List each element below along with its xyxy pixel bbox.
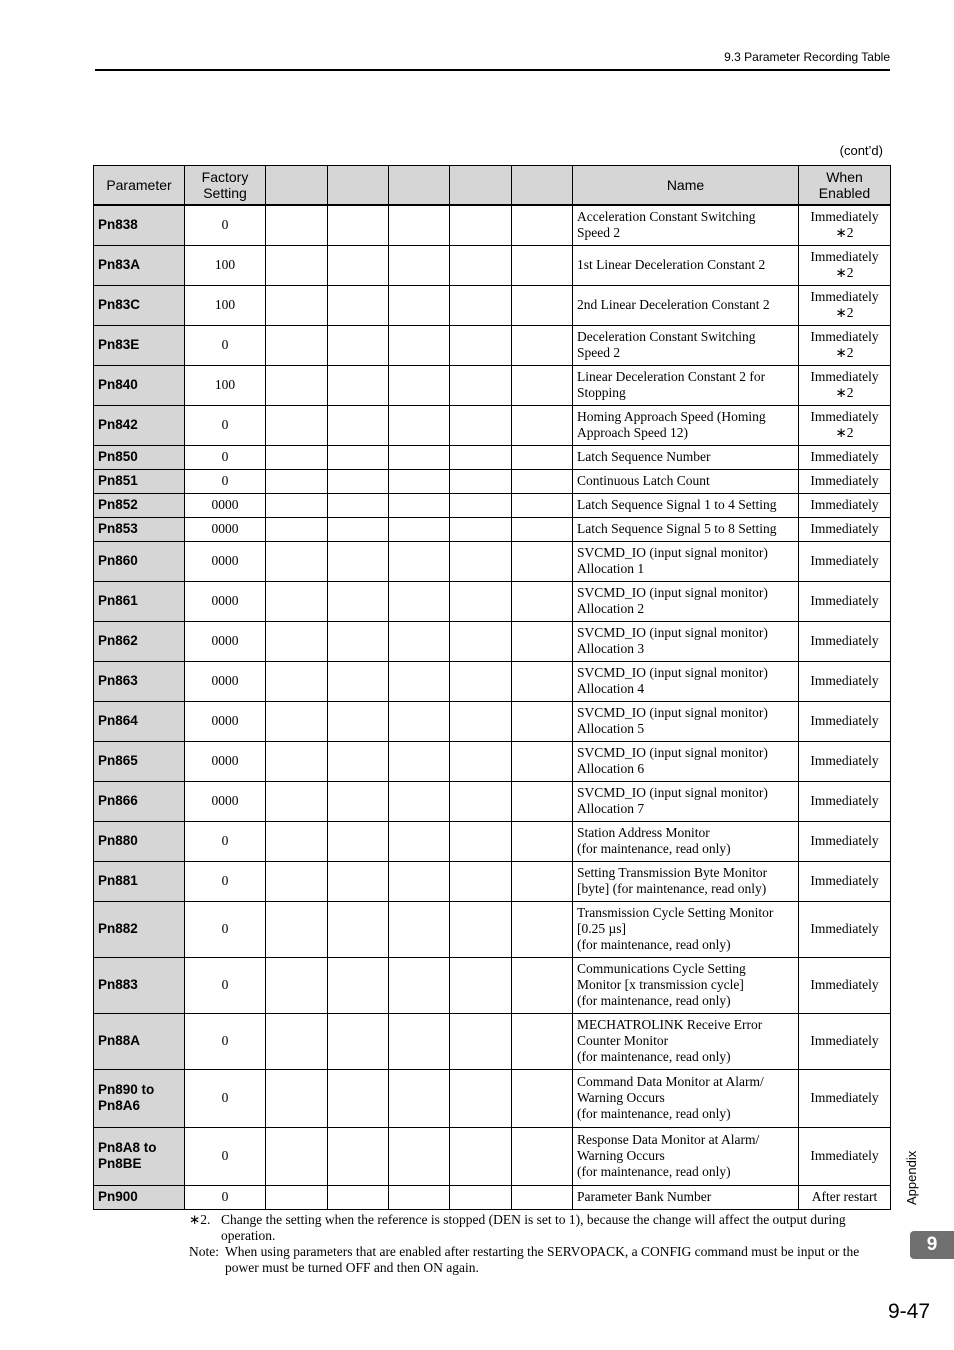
blank-cell	[266, 541, 328, 581]
blank-cell	[266, 901, 328, 957]
blank-cell	[450, 1069, 512, 1127]
blank-cell	[328, 325, 389, 365]
when-enabled-cell: Immediately	[799, 701, 891, 741]
blank-cell	[389, 285, 450, 325]
parameter-cell: Pn880	[94, 821, 185, 861]
blank-cell	[389, 741, 450, 781]
name-cell: SVCMD_IO (input signal monitor) Allocation 5	[573, 701, 799, 741]
blank-cell	[450, 205, 512, 245]
name-cell: Latch Sequence Signal 5 to 8 Setting	[573, 517, 799, 541]
note-mark: Note:	[189, 1244, 219, 1259]
blank-cell	[328, 957, 389, 1013]
factory-setting-cell: 0000	[185, 581, 266, 621]
blank-cell	[389, 957, 450, 1013]
blank-cell	[450, 469, 512, 493]
blank-cell	[512, 469, 573, 493]
parameter-cell: Pn881	[94, 861, 185, 901]
blank-cell	[328, 445, 389, 469]
when-enabled-cell: Immediately ∗2	[799, 205, 891, 245]
blank-cell	[389, 1185, 450, 1209]
blank-cell	[450, 661, 512, 701]
header-blank	[266, 166, 328, 206]
factory-setting-cell: 0000	[185, 661, 266, 701]
blank-cell	[512, 517, 573, 541]
parameter-cell: Pn900	[94, 1185, 185, 1209]
table-row	[94, 1013, 891, 1069]
blank-cell	[266, 445, 328, 469]
name-cell: Transmission Cycle Setting Monitor [0.25 µs] (for maintenance, read only)	[573, 901, 799, 957]
blank-cell	[266, 245, 328, 285]
blank-cell	[266, 621, 328, 661]
blank-cell	[328, 405, 389, 445]
when-enabled-cell: Immediately	[799, 1013, 891, 1069]
factory-setting-cell: 0000	[185, 621, 266, 661]
blank-cell	[512, 1013, 573, 1069]
blank-cell	[266, 661, 328, 701]
factory-setting-cell: 0	[185, 445, 266, 469]
footnote-mark: ∗2.	[189, 1212, 211, 1227]
parameter-cell: Pn83E	[94, 325, 185, 365]
blank-cell	[450, 517, 512, 541]
factory-setting-cell: 100	[185, 245, 266, 285]
blank-cell	[450, 245, 512, 285]
name-cell: MECHATROLINK Receive Error Counter Monitor (for maintenance, read only)	[573, 1013, 799, 1069]
table-row	[94, 245, 891, 285]
blank-cell	[328, 1013, 389, 1069]
blank-cell	[389, 365, 450, 405]
name-cell: Acceleration Constant Switching Speed 2	[573, 205, 799, 245]
name-cell: Homing Approach Speed (Homing Approach Speed 12)	[573, 405, 799, 445]
blank-cell	[266, 821, 328, 861]
parameter-cell: Pn883	[94, 957, 185, 1013]
blank-cell	[512, 445, 573, 469]
blank-cell	[266, 469, 328, 493]
blank-cell	[266, 285, 328, 325]
table-row	[94, 405, 891, 445]
name-cell: SVCMD_IO (input signal monitor) Allocation 6	[573, 741, 799, 781]
name-cell: Latch Sequence Signal 1 to 4 Setting	[573, 493, 799, 517]
blank-cell	[328, 205, 389, 245]
blank-cell	[389, 325, 450, 365]
table-row	[94, 957, 891, 1013]
blank-cell	[512, 957, 573, 1013]
blank-cell	[328, 781, 389, 821]
blank-cell	[389, 493, 450, 517]
header-blank	[389, 166, 450, 206]
name-cell: Response Data Monitor at Alarm/ Warning Occurs (for maintenance, read only)	[573, 1127, 799, 1185]
blank-cell	[450, 741, 512, 781]
blank-cell	[328, 821, 389, 861]
blank-cell	[328, 469, 389, 493]
name-cell: Setting Transmission Byte Monitor [byte] (for maintenance, read only)	[573, 861, 799, 901]
blank-cell	[266, 781, 328, 821]
blank-cell	[512, 205, 573, 245]
table-row	[94, 821, 891, 861]
blank-cell	[328, 245, 389, 285]
blank-cell	[328, 541, 389, 581]
blank-cell	[266, 365, 328, 405]
blank-cell	[389, 245, 450, 285]
blank-cell	[450, 365, 512, 405]
blank-cell	[512, 325, 573, 365]
factory-setting-cell: 0000	[185, 541, 266, 581]
blank-cell	[512, 1069, 573, 1127]
blank-cell	[512, 493, 573, 517]
blank-cell	[389, 405, 450, 445]
factory-setting-cell: 0000	[185, 493, 266, 517]
blank-cell	[328, 741, 389, 781]
blank-cell	[328, 1185, 389, 1209]
when-enabled-cell: Immediately ∗2	[799, 325, 891, 365]
blank-cell	[450, 1127, 512, 1185]
blank-cell	[328, 581, 389, 621]
header-blank	[512, 166, 573, 206]
blank-cell	[450, 325, 512, 365]
parameter-recording-table	[93, 165, 891, 1210]
blank-cell	[266, 701, 328, 741]
blank-cell	[389, 621, 450, 661]
blank-cell	[512, 285, 573, 325]
parameter-cell: Pn860	[94, 541, 185, 581]
factory-setting-cell: 0	[185, 901, 266, 957]
header-name: Name	[573, 166, 799, 206]
blank-cell	[389, 781, 450, 821]
blank-cell	[450, 285, 512, 325]
table-row	[94, 701, 891, 741]
blank-cell	[512, 541, 573, 581]
when-enabled-cell: Immediately	[799, 957, 891, 1013]
parameter-cell: Pn882	[94, 901, 185, 957]
blank-cell	[450, 621, 512, 661]
blank-cell	[389, 1127, 450, 1185]
parameter-cell: Pn83A	[94, 245, 185, 285]
header-blank	[328, 166, 389, 206]
blank-cell	[512, 365, 573, 405]
footnote-note	[189, 1244, 889, 1276]
blank-cell	[512, 901, 573, 957]
table-row	[94, 661, 891, 701]
parameter-cell: Pn890 to Pn8A6	[94, 1069, 185, 1127]
appendix-label: Appendix	[904, 1150, 919, 1205]
blank-cell	[512, 661, 573, 701]
table-row	[94, 493, 891, 517]
blank-cell	[450, 541, 512, 581]
blank-cell	[512, 781, 573, 821]
header-rule	[95, 69, 890, 71]
parameter-cell: Pn862	[94, 621, 185, 661]
name-cell: Linear Deceleration Constant 2 for Stopping	[573, 365, 799, 405]
when-enabled-cell: Immediately	[799, 821, 891, 861]
blank-cell	[266, 517, 328, 541]
header-parameter: Parameter	[94, 166, 185, 206]
blank-cell	[450, 1185, 512, 1209]
footnotes	[189, 1212, 889, 1276]
note-text: When using parameters that are enabled after restarting the SERVOPACK, a CONFIG command must be input or the power must be turned OFF and then ON again.	[225, 1244, 860, 1275]
name-cell: SVCMD_IO (input signal monitor) Allocation 3	[573, 621, 799, 661]
blank-cell	[328, 701, 389, 741]
parameter-cell: Pn8A8 to Pn8BE	[94, 1127, 185, 1185]
factory-setting-cell: 0	[185, 325, 266, 365]
appendix-side-label	[904, 1145, 924, 1205]
page-number: 9-47	[887, 1300, 930, 1323]
parameter-cell: Pn852	[94, 493, 185, 517]
blank-cell	[266, 405, 328, 445]
name-cell: SVCMD_IO (input signal monitor) Allocation 1	[573, 541, 799, 581]
blank-cell	[328, 901, 389, 957]
when-enabled-cell: Immediately ∗2	[799, 245, 891, 285]
name-cell: SVCMD_IO (input signal monitor) Allocation 7	[573, 781, 799, 821]
blank-cell	[450, 581, 512, 621]
name-cell: Continuous Latch Count	[573, 469, 799, 493]
blank-cell	[450, 781, 512, 821]
table-row	[94, 1185, 891, 1209]
name-cell: Communications Cycle Setting Monitor [x transmission cycle] (for maintenance, read only)	[573, 957, 799, 1013]
blank-cell	[512, 1185, 573, 1209]
table-row	[94, 325, 891, 365]
when-enabled-cell: Immediately	[799, 541, 891, 581]
blank-cell	[450, 405, 512, 445]
parameter-cell: Pn88A	[94, 1013, 185, 1069]
table-row	[94, 469, 891, 493]
continued-label: (cont’d)	[839, 143, 883, 158]
blank-cell	[450, 445, 512, 469]
table-row	[94, 445, 891, 469]
factory-setting-cell: 0000	[185, 781, 266, 821]
table-row	[94, 517, 891, 541]
blank-cell	[266, 205, 328, 245]
factory-setting-cell: 0	[185, 205, 266, 245]
blank-cell	[266, 861, 328, 901]
blank-cell	[389, 901, 450, 957]
when-enabled-cell: Immediately	[799, 901, 891, 957]
blank-cell	[512, 861, 573, 901]
blank-cell	[389, 701, 450, 741]
factory-setting-cell: 0	[185, 1185, 266, 1209]
when-enabled-cell: Immediately	[799, 741, 891, 781]
factory-setting-cell: 0	[185, 1069, 266, 1127]
parameter-cell: Pn840	[94, 365, 185, 405]
name-cell: SVCMD_IO (input signal monitor) Allocation 2	[573, 581, 799, 621]
parameter-cell: Pn861	[94, 581, 185, 621]
table-row	[94, 1127, 891, 1185]
blank-cell	[512, 741, 573, 781]
when-enabled-cell: Immediately ∗2	[799, 365, 891, 405]
table-row	[94, 285, 891, 325]
name-cell: 1st Linear Deceleration Constant 2	[573, 245, 799, 285]
blank-cell	[512, 405, 573, 445]
blank-cell	[389, 861, 450, 901]
table-row	[94, 781, 891, 821]
blank-cell	[328, 365, 389, 405]
when-enabled-cell: Immediately ∗2	[799, 405, 891, 445]
header-blank	[450, 166, 512, 206]
blank-cell	[389, 205, 450, 245]
blank-cell	[328, 1127, 389, 1185]
when-enabled-cell: Immediately	[799, 781, 891, 821]
table-row	[94, 861, 891, 901]
table-row	[94, 621, 891, 661]
blank-cell	[328, 661, 389, 701]
when-enabled-cell: Immediately	[799, 1069, 891, 1127]
footnote-star2	[189, 1212, 889, 1244]
factory-setting-cell: 0	[185, 1127, 266, 1185]
table-header-row	[94, 166, 891, 206]
blank-cell	[389, 469, 450, 493]
factory-setting-cell: 0	[185, 1013, 266, 1069]
when-enabled-cell: Immediately	[799, 517, 891, 541]
name-cell: 2nd Linear Deceleration Constant 2	[573, 285, 799, 325]
blank-cell	[328, 861, 389, 901]
blank-cell	[512, 1127, 573, 1185]
blank-cell	[389, 1069, 450, 1127]
blank-cell	[512, 581, 573, 621]
chapter-tab: 9	[910, 1231, 954, 1259]
table-row	[94, 541, 891, 581]
blank-cell	[512, 621, 573, 661]
factory-setting-cell: 100	[185, 365, 266, 405]
table-row	[94, 581, 891, 621]
blank-cell	[389, 1013, 450, 1069]
blank-cell	[266, 1069, 328, 1127]
factory-setting-cell: 0	[185, 821, 266, 861]
parameter-cell: Pn853	[94, 517, 185, 541]
table-row	[94, 205, 891, 245]
when-enabled-cell: Immediately	[799, 1127, 891, 1185]
when-enabled-cell: Immediately	[799, 445, 891, 469]
factory-setting-cell: 0	[185, 469, 266, 493]
blank-cell	[450, 957, 512, 1013]
blank-cell	[389, 517, 450, 541]
when-enabled-cell: Immediately	[799, 861, 891, 901]
blank-cell	[389, 661, 450, 701]
blank-cell	[266, 957, 328, 1013]
blank-cell	[266, 1013, 328, 1069]
blank-cell	[450, 821, 512, 861]
when-enabled-cell: Immediately	[799, 621, 891, 661]
blank-cell	[266, 325, 328, 365]
blank-cell	[328, 517, 389, 541]
parameter-cell: Pn842	[94, 405, 185, 445]
parameter-cell: Pn865	[94, 741, 185, 781]
parameter-cell: Pn863	[94, 661, 185, 701]
factory-setting-cell: 0000	[185, 701, 266, 741]
name-cell: Latch Sequence Number	[573, 445, 799, 469]
blank-cell	[450, 701, 512, 741]
blank-cell	[512, 821, 573, 861]
when-enabled-cell: Immediately	[799, 469, 891, 493]
blank-cell	[389, 581, 450, 621]
factory-setting-cell: 0000	[185, 517, 266, 541]
parameter-cell: Pn851	[94, 469, 185, 493]
name-cell: SVCMD_IO (input signal monitor) Allocation 4	[573, 661, 799, 701]
factory-setting-cell: 0	[185, 861, 266, 901]
when-enabled-cell: Immediately ∗2	[799, 285, 891, 325]
blank-cell	[266, 741, 328, 781]
blank-cell	[512, 245, 573, 285]
section-title: 9.3 Parameter Recording Table	[724, 50, 890, 64]
table-row	[94, 741, 891, 781]
table-row	[94, 1069, 891, 1127]
name-cell: Deceleration Constant Switching Speed 2	[573, 325, 799, 365]
blank-cell	[266, 493, 328, 517]
header-when-enabled: When Enabled	[799, 166, 891, 206]
when-enabled-cell: After restart	[799, 1185, 891, 1209]
blank-cell	[328, 1069, 389, 1127]
when-enabled-cell: Immediately	[799, 493, 891, 517]
factory-setting-cell: 0000	[185, 741, 266, 781]
blank-cell	[450, 901, 512, 957]
parameter-cell: Pn83C	[94, 285, 185, 325]
footnote-text: Change the setting when the reference is stopped (DEN is set to 1), because the change will affect the output during operation.	[221, 1212, 846, 1243]
blank-cell	[266, 1127, 328, 1185]
when-enabled-cell: Immediately	[799, 661, 891, 701]
blank-cell	[512, 701, 573, 741]
name-cell: Command Data Monitor at Alarm/ Warning Occurs (for maintenance, read only)	[573, 1069, 799, 1127]
when-enabled-cell: Immediately	[799, 581, 891, 621]
blank-cell	[389, 541, 450, 581]
blank-cell	[328, 493, 389, 517]
name-cell: Parameter Bank Number	[573, 1185, 799, 1209]
parameter-cell: Pn850	[94, 445, 185, 469]
blank-cell	[450, 493, 512, 517]
table-row	[94, 901, 891, 957]
name-cell: Station Address Monitor (for maintenance, read only)	[573, 821, 799, 861]
blank-cell	[328, 621, 389, 661]
factory-setting-cell: 0	[185, 405, 266, 445]
factory-setting-cell: 100	[185, 285, 266, 325]
blank-cell	[450, 861, 512, 901]
blank-cell	[389, 445, 450, 469]
blank-cell	[328, 285, 389, 325]
parameter-cell: Pn864	[94, 701, 185, 741]
blank-cell	[266, 581, 328, 621]
header-factory-setting: Factory Setting	[185, 166, 266, 206]
parameter-cell: Pn866	[94, 781, 185, 821]
blank-cell	[450, 1013, 512, 1069]
parameter-cell: Pn838	[94, 205, 185, 245]
blank-cell	[266, 1185, 328, 1209]
blank-cell	[389, 821, 450, 861]
factory-setting-cell: 0	[185, 957, 266, 1013]
table-row	[94, 365, 891, 405]
